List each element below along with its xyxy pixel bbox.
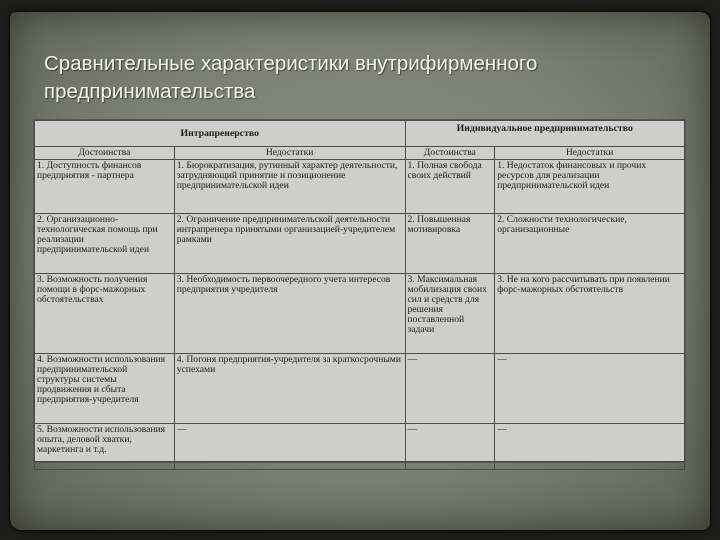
table-cell: 3. Возможность получения помощи в форс-мажорных обстоятельствах <box>35 274 175 354</box>
table-cell: — <box>405 354 495 424</box>
table-row-empty <box>35 462 685 470</box>
table-cell: 4. Возможности использования предпринимательской структуры системы продвижения и сбыта предприятия-учредителя <box>35 354 175 424</box>
table-cell: 3. Максимальная мобилизация своих сил и средств для решения поставленной задачи <box>405 274 495 354</box>
table-row <box>35 214 685 274</box>
col-header-disadvantages-left: Недостатки <box>174 147 405 160</box>
table-row <box>35 160 685 214</box>
empty-cell <box>405 462 495 470</box>
table-row <box>35 424 685 462</box>
empty-cell <box>35 462 175 470</box>
comparison-table-grid <box>34 120 685 470</box>
table-cell: 2. Повышенная мотивировка <box>405 214 495 274</box>
table-row <box>35 274 685 354</box>
group-header-individual: Индивидуальное предпринимательство <box>405 121 685 147</box>
table-cell: 2. Сложности технологические, организационные <box>495 214 685 274</box>
table-cell: 2. Ограничение предпринимательской деятельности интрапренера принятыми организацией-учредителем рамками <box>174 214 405 274</box>
col-header-disadvantages-right: Недостатки <box>495 147 685 160</box>
col-header-advantages-left: Достоинства <box>35 147 175 160</box>
table-cell: — <box>495 354 685 424</box>
group-header-intrapreneurship: Интрапренерство <box>35 121 406 147</box>
table-cell: 4. Погоня предприятия-учредителя за краткосрочными успехами <box>174 354 405 424</box>
table-cell: 2. Организационно-технологическая помощь при реализации предпринимательской идеи <box>35 214 175 274</box>
table-cell: 3. Необходимость первоочередного учета интересов предприятия учредителя <box>174 274 405 354</box>
table-cell: 1. Полная свобода своих действий <box>405 160 495 214</box>
empty-cell <box>174 462 405 470</box>
table-cell: 1. Недостаток финансовых и прочих ресурсов для реализации предпринимательской идеи <box>495 160 685 214</box>
table-cell: — <box>495 424 685 462</box>
col-header-advantages-right: Достоинства <box>405 147 495 160</box>
empty-cell <box>495 462 685 470</box>
table-cell: — <box>174 424 405 462</box>
slide-title: Сравнительные характеристики внутрифирменного предпринимательства <box>44 52 538 103</box>
table-cell: 1. Бюрократизация, рутинный характер деятельности, затрудняющий принятие и позиционение предпринимательской идеи <box>174 160 405 214</box>
table-cell: — <box>405 424 495 462</box>
table-row <box>35 354 685 424</box>
table-cell: 5. Возможности использования опыта, деловой хватки, маркетинга и т.д. <box>35 424 175 462</box>
table-cell: 3. Не на кого рассчитывать при появлении форс-мажорных обстоятельств <box>495 274 685 354</box>
table-cell: 1. Доступность финансов предприятия - партнера <box>35 160 175 214</box>
comparison-table <box>33 119 686 463</box>
